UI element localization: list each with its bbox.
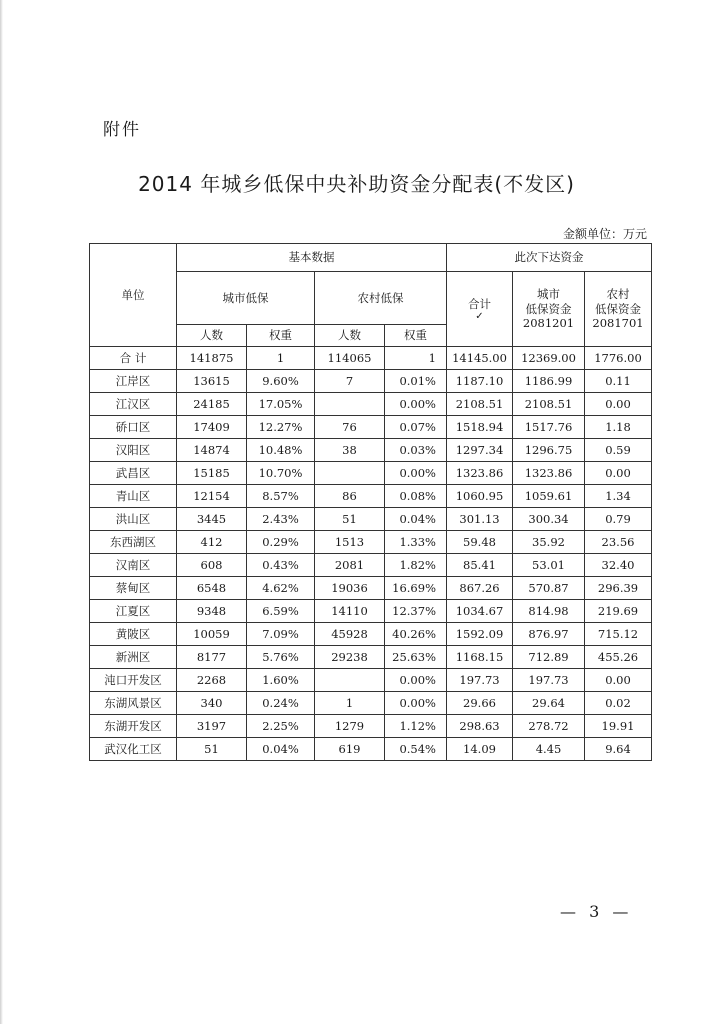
cell-rural-people: 86 xyxy=(315,485,385,508)
table-body xyxy=(90,347,652,761)
cell-urban-weight: 1.60% xyxy=(247,669,315,692)
cell-total: 1297.34 xyxy=(447,439,513,462)
header-urban-fund-line2: 低保资金 xyxy=(525,301,572,316)
header-urban-fund-code: 2081201 xyxy=(522,316,575,331)
cell-unit: 江岸区 xyxy=(90,370,177,393)
cell-unit: 黄陂区 xyxy=(90,623,177,646)
cell-rural-weight: 0.00% xyxy=(385,692,447,715)
cell-urban-fund: 4.45 xyxy=(513,738,585,761)
cell-rural-weight: 1.12% xyxy=(385,715,447,738)
cell-urban-people: 9348 xyxy=(177,600,247,623)
cell-urban-fund: 29.64 xyxy=(513,692,585,715)
cell-urban-weight: 2.25% xyxy=(247,715,315,738)
table-row xyxy=(90,669,652,692)
cell-rural-people xyxy=(315,462,385,485)
table-row xyxy=(90,692,652,715)
cell-rural-weight: 1 xyxy=(385,347,447,370)
header-rural-weight: 权重 xyxy=(385,325,447,347)
cell-total: 14145.00 xyxy=(447,347,513,370)
cell-urban-fund: 35.92 xyxy=(513,531,585,554)
cell-rural-people: 114065 xyxy=(315,347,385,370)
header-urban-people: 人数 xyxy=(177,325,247,347)
cell-total: 1592.09 xyxy=(447,623,513,646)
cell-urban-people: 3445 xyxy=(177,508,247,531)
cell-rural-fund: 0.00 xyxy=(585,393,652,416)
cell-urban-weight: 9.60% xyxy=(247,370,315,393)
header-total-label: 合计 xyxy=(468,296,491,311)
cell-rural-people: 1 xyxy=(315,692,385,715)
cell-urban-weight: 12.27% xyxy=(247,416,315,439)
header-rural-fund-line1: 农村 xyxy=(606,287,630,302)
attachment-label: 附件 xyxy=(103,120,141,140)
cell-urban-fund: 1186.99 xyxy=(513,370,585,393)
cell-rural-weight: 12.37% xyxy=(385,600,447,623)
cell-total: 14.09 xyxy=(447,738,513,761)
cell-urban-fund: 876.97 xyxy=(513,623,585,646)
cell-unit: 洪山区 xyxy=(90,508,177,531)
cell-urban-people: 141875 xyxy=(177,347,247,370)
check-mark: ✓ xyxy=(475,311,484,323)
cell-unit: 蔡甸区 xyxy=(90,577,177,600)
table-row xyxy=(90,646,652,669)
cell-rural-fund: 9.64 xyxy=(585,738,652,761)
cell-urban-weight: 0.43% xyxy=(247,554,315,577)
cell-total: 1187.10 xyxy=(447,370,513,393)
cell-rural-fund: 0.00 xyxy=(585,462,652,485)
cell-total: 1168.15 xyxy=(447,646,513,669)
cell-rural-fund: 19.91 xyxy=(585,715,652,738)
cell-unit: 东西湖区 xyxy=(90,531,177,554)
cell-rural-weight: 0.04% xyxy=(385,508,447,531)
cell-urban-weight: 1 xyxy=(247,347,315,370)
table-row xyxy=(90,485,652,508)
cell-rural-fund: 1776.00 xyxy=(585,347,652,370)
cell-urban-weight: 2.43% xyxy=(247,508,315,531)
header-total xyxy=(447,272,513,347)
cell-rural-fund: 296.39 xyxy=(585,577,652,600)
cell-rural-weight: 0.00% xyxy=(385,393,447,416)
cell-rural-weight: 1.33% xyxy=(385,531,447,554)
cell-total: 59.48 xyxy=(447,531,513,554)
cell-rural-weight: 0.00% xyxy=(385,669,447,692)
cell-urban-fund: 1323.86 xyxy=(513,462,585,485)
cell-rural-people: 1279 xyxy=(315,715,385,738)
cell-urban-people: 608 xyxy=(177,554,247,577)
cell-urban-weight: 6.59% xyxy=(247,600,315,623)
cell-unit: 新洲区 xyxy=(90,646,177,669)
cell-urban-people: 24185 xyxy=(177,393,247,416)
cell-urban-weight: 10.48% xyxy=(247,439,315,462)
cell-total: 867.26 xyxy=(447,577,513,600)
cell-urban-fund: 300.34 xyxy=(513,508,585,531)
cell-rural-weight: 0.03% xyxy=(385,439,447,462)
cell-total: 197.73 xyxy=(447,669,513,692)
cell-urban-weight: 0.29% xyxy=(247,531,315,554)
table-row xyxy=(90,370,652,393)
header-urban-weight: 权重 xyxy=(247,325,315,347)
cell-urban-fund: 12369.00 xyxy=(513,347,585,370)
cell-rural-people xyxy=(315,669,385,692)
header-urban-fund xyxy=(513,272,585,347)
cell-rural-weight: 0.01% xyxy=(385,370,447,393)
cell-urban-fund: 814.98 xyxy=(513,600,585,623)
cell-rural-people: 38 xyxy=(315,439,385,462)
cell-unit: 沌口开发区 xyxy=(90,669,177,692)
table-row xyxy=(90,577,652,600)
cell-urban-people: 12154 xyxy=(177,485,247,508)
table-row xyxy=(90,600,652,623)
cell-urban-people: 2268 xyxy=(177,669,247,692)
allocation-table xyxy=(89,243,652,761)
header-rural-fund xyxy=(585,272,652,347)
cell-total: 301.13 xyxy=(447,508,513,531)
cell-unit: 东湖开发区 xyxy=(90,715,177,738)
header-unit: 单位 xyxy=(90,244,177,347)
cell-unit: 武昌区 xyxy=(90,462,177,485)
cell-total: 2108.51 xyxy=(447,393,513,416)
page-edge xyxy=(0,0,3,1024)
table-row xyxy=(90,393,652,416)
cell-rural-people: 29238 xyxy=(315,646,385,669)
cell-urban-weight: 10.70% xyxy=(247,462,315,485)
cell-rural-weight: 1.82% xyxy=(385,554,447,577)
cell-rural-people: 7 xyxy=(315,370,385,393)
table-row xyxy=(90,554,652,577)
header-allocated-funds: 此次下达资金 xyxy=(447,244,652,272)
cell-rural-fund: 715.12 xyxy=(585,623,652,646)
page-title: 2014 年城乡低保中央补助资金分配表(不发区) xyxy=(138,172,575,196)
cell-unit: 硚口区 xyxy=(90,416,177,439)
cell-total: 1518.94 xyxy=(447,416,513,439)
table-row xyxy=(90,531,652,554)
cell-rural-people: 619 xyxy=(315,738,385,761)
cell-rural-fund: 0.59 xyxy=(585,439,652,462)
cell-rural-fund: 219.69 xyxy=(585,600,652,623)
header-rural-dibao: 农村低保 xyxy=(315,272,447,325)
cell-urban-fund: 570.87 xyxy=(513,577,585,600)
cell-urban-people: 340 xyxy=(177,692,247,715)
cell-urban-weight: 17.05% xyxy=(247,393,315,416)
cell-urban-people: 17409 xyxy=(177,416,247,439)
cell-rural-people: 45928 xyxy=(315,623,385,646)
cell-urban-people: 10059 xyxy=(177,623,247,646)
cell-total: 85.41 xyxy=(447,554,513,577)
cell-rural-weight: 0.54% xyxy=(385,738,447,761)
cell-unit: 武汉化工区 xyxy=(90,738,177,761)
unit-note: 金额单位：万元 xyxy=(562,227,647,241)
cell-rural-weight: 16.69% xyxy=(385,577,447,600)
cell-urban-weight: 7.09% xyxy=(247,623,315,646)
cell-urban-fund: 1296.75 xyxy=(513,439,585,462)
table-row xyxy=(90,439,652,462)
cell-rural-weight: 25.63% xyxy=(385,646,447,669)
cell-rural-people xyxy=(315,393,385,416)
cell-urban-fund: 712.89 xyxy=(513,646,585,669)
cell-total: 298.63 xyxy=(447,715,513,738)
table-row xyxy=(90,347,652,370)
table-row xyxy=(90,623,652,646)
table-row xyxy=(90,508,652,531)
cell-unit: 汉阳区 xyxy=(90,439,177,462)
cell-rural-fund: 1.34 xyxy=(585,485,652,508)
cell-rural-weight: 0.00% xyxy=(385,462,447,485)
cell-urban-weight: 5.76% xyxy=(247,646,315,669)
cell-rural-fund: 455.26 xyxy=(585,646,652,669)
cell-total: 1034.67 xyxy=(447,600,513,623)
page-number: — 3 — xyxy=(560,902,633,921)
cell-rural-weight: 0.08% xyxy=(385,485,447,508)
cell-urban-people: 8177 xyxy=(177,646,247,669)
cell-rural-people: 2081 xyxy=(315,554,385,577)
cell-rural-fund: 0.11 xyxy=(585,370,652,393)
cell-rural-weight: 0.07% xyxy=(385,416,447,439)
cell-rural-fund: 0.00 xyxy=(585,669,652,692)
header-rural-fund-line2: 低保资金 xyxy=(595,301,641,316)
cell-urban-fund: 53.01 xyxy=(513,554,585,577)
table-row xyxy=(90,462,652,485)
cell-rural-fund: 32.40 xyxy=(585,554,652,577)
cell-urban-fund: 278.72 xyxy=(513,715,585,738)
cell-urban-fund: 2108.51 xyxy=(513,393,585,416)
cell-urban-people: 14874 xyxy=(177,439,247,462)
cell-total: 1323.86 xyxy=(447,462,513,485)
cell-rural-weight: 40.26% xyxy=(385,623,447,646)
cell-urban-weight: 4.62% xyxy=(247,577,315,600)
table-row xyxy=(90,416,652,439)
cell-rural-fund: 1.18 xyxy=(585,416,652,439)
cell-urban-fund: 1059.61 xyxy=(513,485,585,508)
cell-unit: 江夏区 xyxy=(90,600,177,623)
cell-urban-people: 412 xyxy=(177,531,247,554)
cell-urban-fund: 1517.76 xyxy=(513,416,585,439)
cell-urban-people: 51 xyxy=(177,738,247,761)
table-row xyxy=(90,715,652,738)
cell-total: 1060.95 xyxy=(447,485,513,508)
cell-total: 29.66 xyxy=(447,692,513,715)
cell-rural-fund: 23.56 xyxy=(585,531,652,554)
header-basic-data: 基本数据 xyxy=(177,244,447,272)
cell-unit: 青山区 xyxy=(90,485,177,508)
cell-unit: 汉南区 xyxy=(90,554,177,577)
header-rural-people: 人数 xyxy=(315,325,385,347)
cell-urban-fund: 197.73 xyxy=(513,669,585,692)
cell-rural-people: 19036 xyxy=(315,577,385,600)
cell-rural-people: 76 xyxy=(315,416,385,439)
cell-urban-people: 15185 xyxy=(177,462,247,485)
cell-urban-people: 6548 xyxy=(177,577,247,600)
header-urban-dibao: 城市低保 xyxy=(177,272,315,325)
table-row xyxy=(90,738,652,761)
cell-urban-people: 3197 xyxy=(177,715,247,738)
cell-unit: 合 计 xyxy=(90,347,177,370)
cell-rural-fund: 0.79 xyxy=(585,508,652,531)
cell-unit: 东湖风景区 xyxy=(90,692,177,715)
header-urban-fund-line1: 城市 xyxy=(537,287,560,302)
cell-urban-weight: 0.04% xyxy=(247,738,315,761)
cell-urban-weight: 0.24% xyxy=(247,692,315,715)
cell-rural-people: 14110 xyxy=(315,600,385,623)
cell-rural-fund: 0.02 xyxy=(585,692,652,715)
cell-urban-weight: 8.57% xyxy=(247,485,315,508)
cell-unit: 江汉区 xyxy=(90,393,177,416)
cell-rural-people: 1513 xyxy=(315,531,385,554)
header-rural-fund-code: 2081701 xyxy=(592,316,644,331)
cell-urban-people: 13615 xyxy=(177,370,247,393)
cell-rural-people: 51 xyxy=(315,508,385,531)
